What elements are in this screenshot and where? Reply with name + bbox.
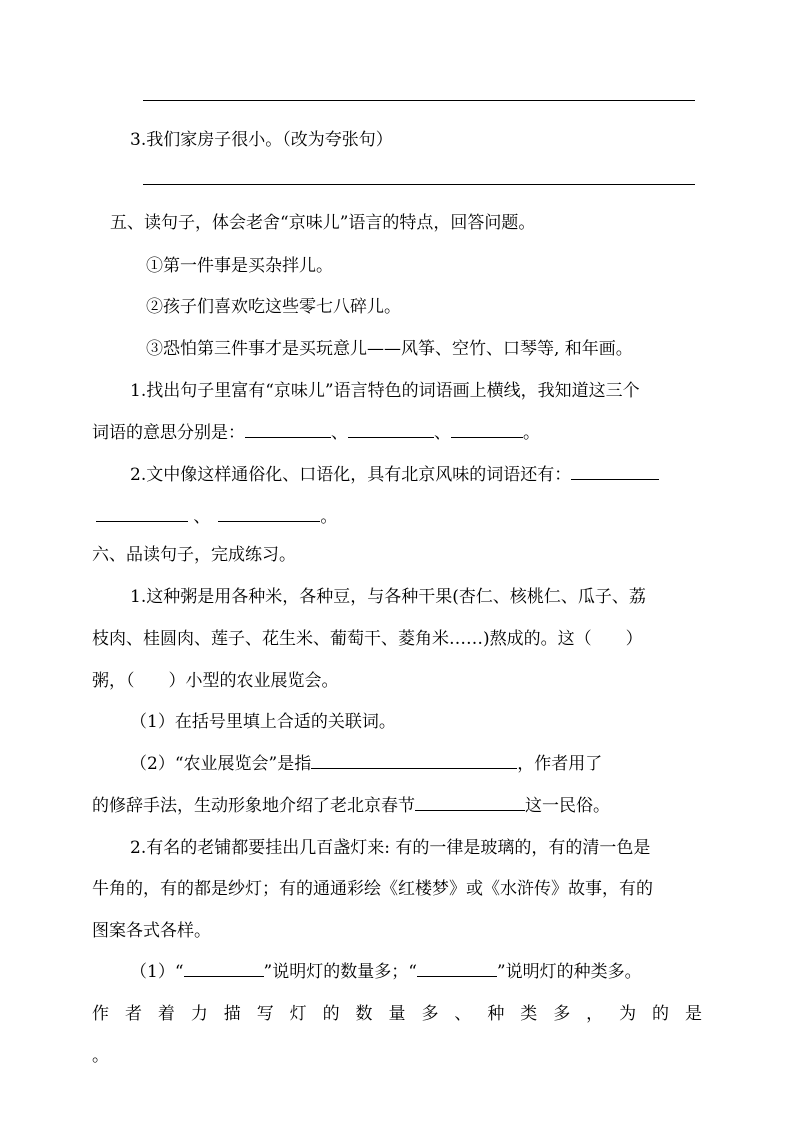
sub2-text-c: 的修辞手法，生动形象地介绍了老北京春节 bbox=[92, 796, 415, 816]
blank-quantity-word[interactable] bbox=[184, 960, 264, 977]
section6-heading: 六、品读句子，完成练习。 bbox=[92, 545, 296, 565]
end-mark: 。 bbox=[523, 423, 540, 443]
blank-word-1[interactable] bbox=[245, 421, 331, 438]
section5-q1-line1: 1.找出句子里富有“京味儿”语言特色的词语画上横线，我知道这三个 bbox=[130, 381, 640, 401]
blank-word-2[interactable] bbox=[348, 421, 434, 438]
section6-sub3-line3: 。 bbox=[92, 1046, 109, 1066]
blank-dialect-2[interactable] bbox=[96, 505, 188, 522]
section6-sub3-line2: 作者着力描写灯的数量多、种类多，为的是 bbox=[92, 1004, 702, 1024]
section6-sub1: （1）在括号里填上合适的关联词。 bbox=[130, 712, 396, 732]
section6-p1-line1: 1.这种粥是用各种米，各种豆，与各种干果(杏仁、核桃仁、瓜子、荔 bbox=[130, 587, 646, 607]
section5-sentence-1: ①第一件事是买杂拌儿。 bbox=[146, 256, 333, 276]
blank-word-3[interactable] bbox=[451, 421, 523, 438]
q2-text: 2.文中像这样通俗化、口语化，具有北京风味的词语还有： bbox=[130, 465, 572, 485]
sep: 、 bbox=[188, 507, 211, 527]
blank-custom[interactable] bbox=[415, 794, 525, 811]
section5-q2-line2 bbox=[96, 505, 337, 529]
sub2-text-d: 这一民俗。 bbox=[525, 796, 610, 816]
end-mark: 。 bbox=[320, 507, 338, 527]
sub2-text-a: （2）“农业展览会”是指 bbox=[130, 754, 312, 774]
section5-q1-line2 bbox=[92, 421, 540, 445]
blank-exhibition-meaning[interactable] bbox=[311, 752, 517, 769]
section5-sentence-2: ②孩子们喜欢吃这些零七八碎儿。 bbox=[146, 297, 401, 317]
sub3-text-c: ”说明灯的种类多。 bbox=[496, 962, 642, 982]
section6-p2-line2: 牛角的，有的都是纱灯；有的通通彩绘《红楼梦》或《水浒传》故事，有的 bbox=[92, 879, 653, 899]
section5-q2-line1 bbox=[130, 463, 659, 487]
sub2-text-b: ，作者用了 bbox=[517, 754, 603, 774]
section6-p1-line3: 粥，（ ）小型的农业展览会。 bbox=[92, 671, 339, 691]
answer-line-q3[interactable] bbox=[143, 184, 695, 185]
sep: 、 bbox=[331, 423, 348, 443]
section6-p2-line3: 图案各式各样。 bbox=[92, 921, 211, 941]
section5-sentence-3: ③恐怕第三件事才是买玩意儿——风筝、空竹、口琴等, 和年画。 bbox=[146, 339, 633, 359]
sep: 、 bbox=[434, 423, 451, 443]
section6-p1-line2: 枝肉、桂圆肉、莲子、花生米、葡萄干、菱角米……)熬成的。这（ ） bbox=[92, 629, 643, 649]
blank-dialect-1[interactable] bbox=[571, 463, 659, 480]
q1-prefix: 词语的意思分别是： bbox=[92, 423, 245, 443]
section6-p2-line1: 2.有名的老铺都要挂出几百盏灯来: 有的一律是玻璃的，有的清一色是 bbox=[130, 838, 651, 858]
sub3-text-a: （1）“ bbox=[130, 962, 184, 982]
blank-variety-word[interactable] bbox=[417, 960, 497, 977]
q3-text: 3.我们家房子很小。（改为夸张句） bbox=[130, 130, 393, 150]
section6-sub2-line1 bbox=[130, 752, 602, 776]
sub3-text-b: ”说明灯的数量多；“ bbox=[263, 962, 417, 982]
blank-dialect-3[interactable] bbox=[218, 505, 320, 522]
section5-heading: 五、读句子，体会老舍“京味儿”语言的特点，回答问题。 bbox=[110, 213, 536, 233]
section6-sub2-line2 bbox=[92, 794, 610, 818]
section6-sub3-line1 bbox=[130, 960, 642, 984]
answer-line-q2[interactable] bbox=[143, 100, 695, 101]
